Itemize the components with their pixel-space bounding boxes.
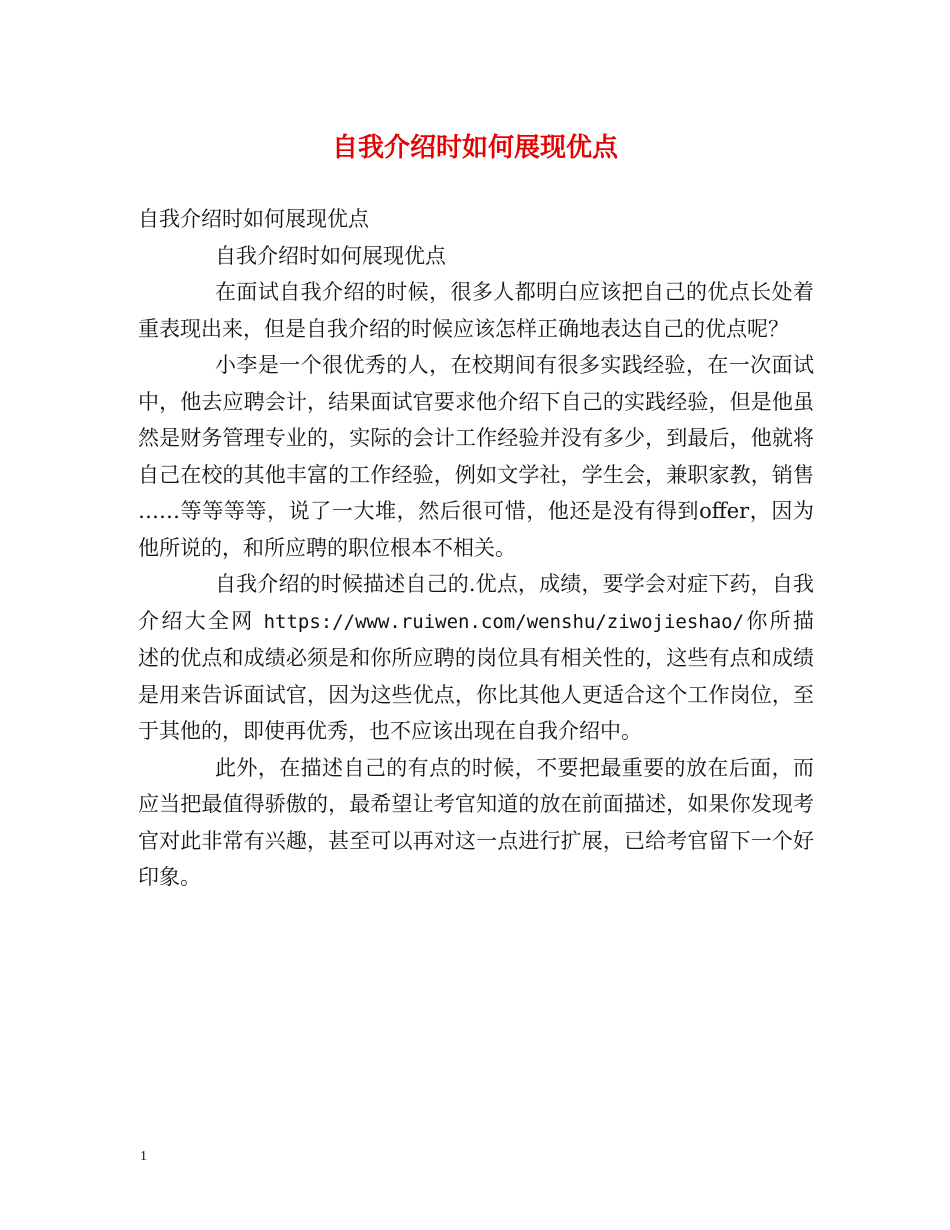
website-url: https://www.ruiwen.com/wenshu/ziwojieshao/ <box>263 610 745 633</box>
page-number: 1 <box>140 1149 147 1164</box>
paragraph-relevance <box>138 566 814 750</box>
paragraph-relevance-before: 自我介绍的时候描述自己的.优点，成绩，要学会对症下药，自我介绍大全网 <box>138 572 814 633</box>
subtitle-line: 自我介绍时如何展现优点 <box>215 243 446 268</box>
first-line: 自我介绍时如何展现优点 <box>138 207 369 231</box>
paragraph-relevance-after: 你所描述的优点和成绩必须是和你所应聘的岗位具有相关性的，这些有点和成绩是用来告诉面试官，因为这些优点，你比其他人更适合这个工作岗位，至于其他的，即使再优秀，也不应该出现在自我介绍中。 <box>138 608 814 743</box>
paragraph-example: 小李是一个很优秀的人，在校期间有很多实践经验，在一次面试中，他去应聘会计，结果面试官要求他介绍下自己的实践经验，但是他虽然是财务管理专业的，实际的会计工作经验并没有多少，到最后，他就将自己在校的其他丰富的工作经验，例如文学社，学生会，兼职家教，销售……等等等等，说了一大堆，然后很可惜，他还是没有得到offer，因为他所说的，和所应聘的职位根本不相关。 <box>138 353 814 560</box>
paragraph-order: 此外，在描述自己的有点的时候，不要把最重要的放在后面，而应当把最值得骄傲的，最希望让考官知道的放在前面描述，如果你发现考官对此非常有兴趣，甚至可以再对这一点进行扩展，已给考官留下一个好印象。 <box>138 755 814 889</box>
document-body <box>138 201 814 896</box>
paragraph-intro: 在面试自我介绍的时候，很多人都明白应该把自己的优点长处着重表现出来，但是自我介绍的时候应该怎样正确地表达自己的优点呢？ <box>138 280 814 341</box>
document-title: 自我介绍时如何展现优点 <box>331 133 618 163</box>
